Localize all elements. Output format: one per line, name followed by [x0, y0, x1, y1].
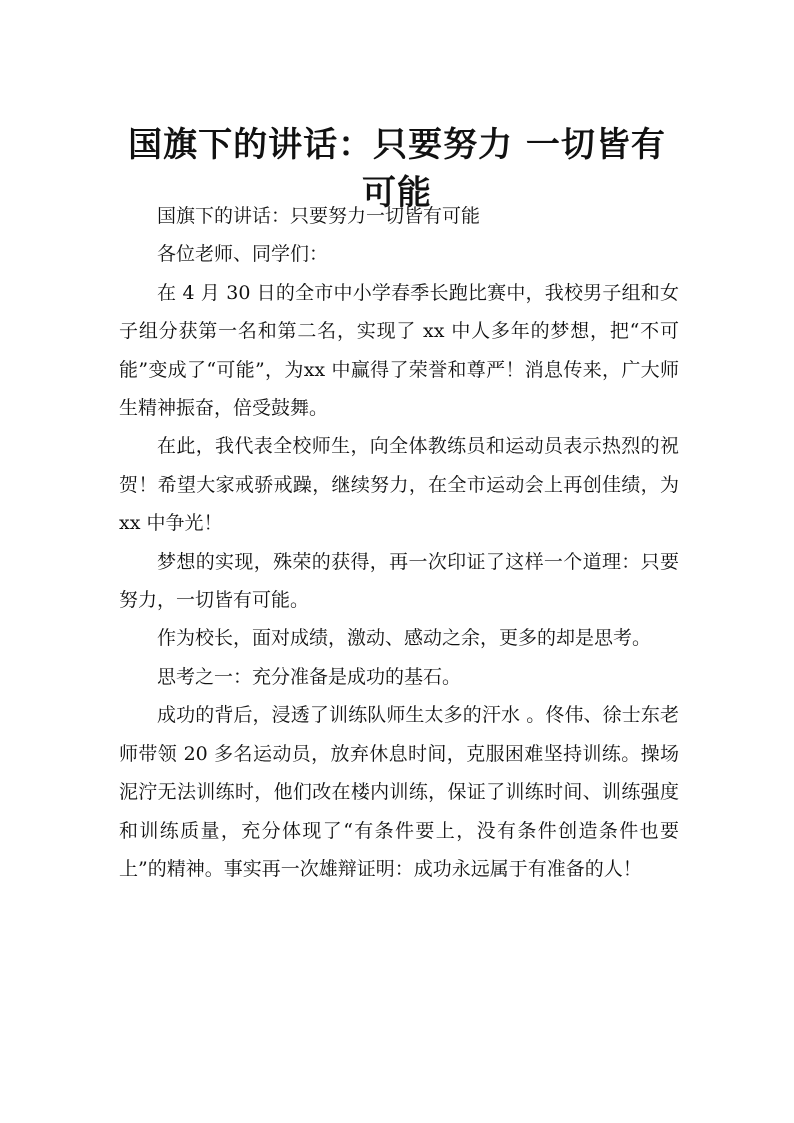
paragraph-subtitle: 国旗下的讲话：只要努力一切皆有可能 — [157, 205, 481, 227]
paragraph-principle: 梦想的实现，殊荣的获得，再一次印证了这样一个道理：只要努力，一切皆有可能。 — [119, 550, 679, 612]
document-body — [119, 197, 679, 888]
paragraph-preparation: 成功的背后，浸透了训练队师生太多的汗水 。佟伟、徐士东老师带领 20 多名运动员，放弃休息时间，克服困难坚持训练。操场泥泞无法训练时，他们改在楼内训练，保证了训练时间、训练强度和训练质量，充分体现了“有条件要上，没有条件创造条件也要上”的精神。事实再一次雄辩证明：成功永远属于有准备的人！ — [119, 704, 679, 880]
paragraph-congratulations: 在此，我代表全校师生，向全体教练员和运动员表示热烈的祝贺！希望大家戒骄戒躁，继续努力，在全市运动会上再创佳绩，为xx 中争光！ — [119, 435, 679, 535]
paragraph-thought-one: 思考之一：充分准备是成功的基石。 — [157, 665, 462, 688]
paragraph-salutation: 各位老师、同学们： — [157, 243, 329, 266]
paragraph-reflection: 作为校长，面对成绩，激动、感动之余，更多的却是思考。 — [157, 627, 652, 650]
paragraph-race-result: 在 4 月 30 日的全市中小学春季长跑比赛中，我校男子组和女子组分获第一名和第二名，实现了 xx 中人多年的梦想，把“不可能”变成了“可能”，为xx 中赢得了荣誉和尊严！消息传来，广大师生精神振奋，倍受鼓舞。 — [119, 281, 679, 420]
document-title: 国旗下的讲话：只要努力 一切皆有可能 — [128, 124, 666, 213]
